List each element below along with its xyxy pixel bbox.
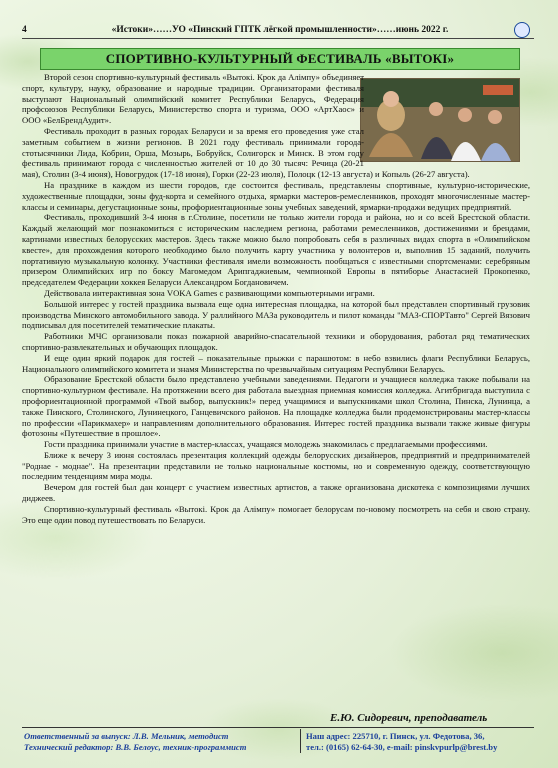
- paragraph: И еще один яркий подарок для гостей – показательные прыжки с парашютом: в небо взвились флаги Республики Беларусь, Национального олимпийского комитета и знамя Министерства по чрезвычайным ситуациям Республики Беларусь.: [22, 352, 530, 374]
- paragraph: Спортивно-культурный фестиваль «Вытокі. Крок да Алімпу» помогает белорусам по-новому посмотреть на себя и свою страну. Это еще один повод путешествовать по Беларуси.: [22, 503, 530, 525]
- footer-responsible: Ответственный за выпуск: Л.В. Мельник, методист: [24, 731, 229, 741]
- footer-address: Наш адрес: 225710, г. Пинск, ул. Федотова, 36,: [306, 731, 485, 741]
- footer-credits: [24, 731, 246, 753]
- footer-phone-email: тел.: (0165) 62-64-30, e-mail: pinskvpurlp@brest.by: [306, 742, 498, 752]
- article-title: СПОРТИВНО-КУЛЬТУРНЫЙ ФЕСТИВАЛЬ «ВЫТОКІ»: [40, 48, 520, 70]
- page-header: [22, 22, 534, 39]
- footer-separator: [300, 729, 301, 753]
- paragraph: Вечером для гостей был дан концерт с участием известных артистов, а также организована дискотека с композициями лучших диджеев.: [22, 482, 530, 504]
- author-signature: Е.Ю. Сидоревич, преподаватель: [330, 712, 488, 724]
- paragraph: Фестиваль, проходивший 3-4 июня в г.Столине, посетили не только жители города и района, но и со всей Брестской области. Каждый желающий мог познакомиться с историческим наследием региона, работами ремесленников, достижениями и брендами, картинами известных белорусских мастеров. Здесь также можно было попробовать себя в различных видах спорта в «Олимпийском квесте», для прохождения которого необходимо было получить карту участника у волонтеров и, выполнив 15 заданий, получить портативную музыкальную колонку. Участники фестиваля имели возможность пообщаться с известными спортсменами: серебряным призером Олимпийских игр по боксу Магомедом Арипгаджиевым, чемпионкой Европы в пятиборье Анастасией Прокопенко, председателем Федерации хоккея Беларуси Александром Богдановичем.: [22, 212, 530, 288]
- paragraph: Второй сезон спортивно-культурный фестиваль «Вытокі. Крок да Алімпу» объединяет спорт, культуру, науку, образование и народные традиции. Организаторами фестиваля выступают Национальный олимпийский комитет Республики Беларусь, Федерация профсоюзов Республики Беларусь, Министерство спорта и туризма, ООО «АртХаос» и ООО «БелБрендАудит».: [22, 72, 364, 126]
- paragraph: Работники МЧС организовали показ пожарной аварийно-спасательной техники и оборудования, работал ряд тематических спортивно-развлекательных и обучающих площадок.: [22, 331, 530, 352]
- paragraph: Гости праздника принимали участие в мастер-классах, учащаяся молодежь знакомилась с предлагаемыми профессиями.: [44, 439, 488, 450]
- paragraph: На празднике в каждом из шести городов, где состоится фестиваль, представлены спортивные, культурно-исторические, художественные площадки, зоны фуд-корта и семейного отдыха, ярмарки мастеров-ремесленников, проходят многочисленные мастер-классы и семинары, дегустационные зоны, профориентационные зоны учебных заведений, ярмарки-продажи ведущих предприятий.: [22, 179, 530, 212]
- header-text: «Истоки»……УО «Пинский ГПТК лёгкой промышленности»……июнь 2022 г.: [111, 25, 449, 35]
- footer-divider: [22, 727, 534, 728]
- paragraph: Образование Брестской области было представлено учебными заведениями. Педагоги и учащиеся колледжа также побывали на спортивно-культурном фестивале. На протяжении всего дня работала выездная приемная комиссия колледжа. Агитбригада выступила с профориентационной программой «Твой выбор, выпускник!» перед учащимися и выпускниками школ Столина, Пинска, Лунинца, а также Пинского, Столинского, Лунинецкого, Ганцевичского районов. На площадке колледжа были продемонстрированы мастер-классы по профессии «Парикмахер» и направлениям дополнительного образования. Интерес гостей праздника вызвали также живые фигуры фотозоны «Путешествие в прошлое».: [22, 374, 530, 439]
- footer-editor: Технический редактор: В.В. Белоус, техник-программист: [24, 742, 247, 752]
- paragraph: Большой интерес у гостей праздника вызвала еще одна интересная площадка, на которой был представлен спортивный грузовик производства Минского автомобильного завода. У раллийного МАЗа руководитель и пилот команды "МАЗ-СПОРТавто" Сергей Вязович подписывал для посетителей тематические плакаты.: [22, 298, 530, 331]
- paragraph: Фестиваль проходит в разных городах Беларуси и за время его проведения уже стал заметным событием в жизни регионов. В 2021 году фестиваль принимали города-стотысячники Лида, Кобрин, Орша, Мозырь, Бобруйск, Солигорск и Минск. В этом году фестиваль принимают города с численностью жителей от 10 до 30 тысяч: Речица (20-21 мая), Столин (3-4 июня), Новогрудок (17-18 июня), Горки (22-23 июля), Полоцк (12-13 августа) и Копыль (26-27 августа).: [22, 125, 470, 180]
- footer-contacts: [306, 731, 497, 753]
- college-emblem-icon: [514, 22, 530, 38]
- photo-space: [364, 72, 530, 162]
- article-body: [22, 72, 530, 525]
- page-number: 4: [22, 25, 27, 35]
- paragraph: Ближе к вечеру 3 июня состоялась презентация коллекций одежды белорусских дизайнеров, предприятий и предпринимателей "Роднае - моднае". На презентации представили не только национальные костюмы, но и современную одежду, соответствующую последним тенденциям мира моды.: [22, 449, 530, 482]
- paragraph: Действовала интерактивная зона VOKA Games с развивающими компьютерными играми.: [44, 287, 375, 298]
